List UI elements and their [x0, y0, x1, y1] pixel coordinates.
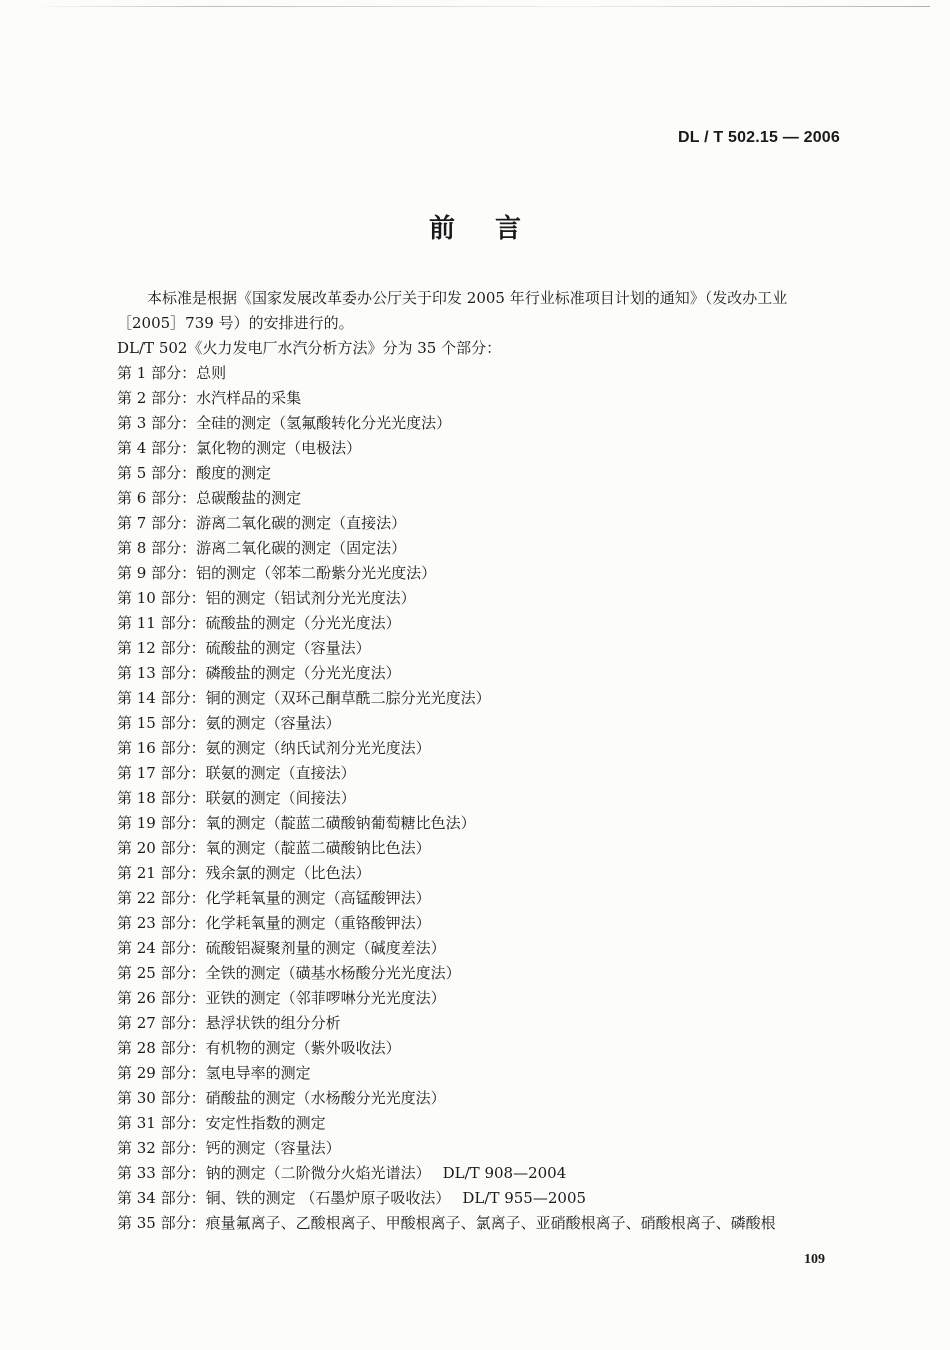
- list-item: [117, 536, 842, 561]
- part-label: 第 30 部分：: [117, 1089, 206, 1107]
- list-item: [117, 1136, 842, 1161]
- part-text: 联氨的测定（间接法）: [205, 789, 356, 807]
- part-text: 硝酸盐的测定（水杨酸分光光度法）: [205, 1089, 446, 1107]
- page-title: 前言: [428, 214, 561, 244]
- part-label: 第 24 部分：: [117, 939, 206, 957]
- part-label: 第 5 部分：: [117, 464, 197, 482]
- part-text: 有机物的测定（紫外吸收法）: [205, 1039, 401, 1057]
- part-text: 游离二氧化碳的测定（直接法）: [196, 514, 407, 532]
- list-item: [117, 811, 842, 836]
- part-text: 总则: [196, 364, 227, 382]
- part-reference: DL/T 955—2005: [462, 1189, 587, 1207]
- part-label: 第 17 部分：: [117, 764, 206, 782]
- list-item: [117, 736, 842, 761]
- list-item: [117, 611, 842, 636]
- body-text: [117, 286, 842, 1236]
- list-item: [117, 411, 842, 436]
- part-text: 痕量氟离子、乙酸根离子、甲酸根离子、氯离子、亚硝酸根离子、硝酸根离子、磷酸根: [205, 1214, 776, 1232]
- list-item: [117, 1086, 842, 1111]
- part-text: 水汽样品的采集: [196, 389, 302, 407]
- list-item: [117, 361, 842, 386]
- list-item: [117, 386, 842, 411]
- part-label: 第 10 部分：: [117, 589, 206, 607]
- standard-code: DL / T 502.15 — 2006: [677, 129, 840, 146]
- part-label: 第 23 部分：: [117, 914, 206, 932]
- list-item: [117, 1011, 842, 1036]
- part-label: 第 26 部分：: [117, 989, 206, 1007]
- part-label: 第 32 部分：: [117, 1139, 206, 1157]
- part-text: 钠的测定（二阶微分火焰光谱法）: [205, 1164, 431, 1182]
- list-item: [117, 486, 842, 511]
- part-text: 氧的测定（靛蓝二磺酸钠比色法）: [205, 839, 431, 857]
- part-label: 第 1 部分：: [117, 364, 197, 382]
- part-label: 第 11 部分：: [117, 614, 206, 632]
- part-text: 氢电导率的测定: [205, 1064, 311, 1082]
- part-label: 第 16 部分：: [117, 739, 206, 757]
- intro-paragraph: 本标准是根据《国家发展改革委办公厅关于印发 2005 年行业标准项目计划的通知》（发改办工业［2005］739 号）的安排进行的。: [117, 289, 788, 332]
- scan-edge-line: [30, 6, 930, 7]
- part-label: 第 14 部分：: [117, 689, 206, 707]
- part-text: 氧的测定（靛蓝二磺酸钠葡萄糖比色法）: [205, 814, 476, 832]
- part-label: 第 29 部分：: [117, 1064, 206, 1082]
- part-label: 第 27 部分：: [117, 1014, 206, 1032]
- part-label: 第 22 部分：: [117, 889, 206, 907]
- list-item: [117, 861, 842, 886]
- list-item: [117, 1161, 842, 1186]
- part-text: 硫酸盐的测定（容量法）: [205, 639, 371, 657]
- part-label: 第 33 部分：: [117, 1164, 206, 1182]
- list-item: [117, 786, 842, 811]
- series-statement: DL/T 502《火力发电厂水汽分析方法》分为 35 个部分：: [117, 339, 502, 357]
- part-text: 游离二氧化碳的测定（固定法）: [196, 539, 407, 557]
- list-item: [117, 961, 842, 986]
- part-label: 第 20 部分：: [117, 839, 206, 857]
- list-item: [117, 511, 842, 536]
- part-text: 总碳酸盐的测定: [196, 489, 302, 507]
- part-label: 第 4 部分：: [117, 439, 197, 457]
- part-text: 氨的测定（容量法）: [205, 714, 341, 732]
- part-text: 安定性指数的测定: [205, 1114, 326, 1132]
- part-text: 悬浮状铁的组分分析: [205, 1014, 341, 1032]
- list-item: [117, 1036, 842, 1061]
- list-item: [117, 936, 842, 961]
- list-item: [117, 686, 842, 711]
- list-item: [117, 886, 842, 911]
- part-label: 第 25 部分：: [117, 964, 206, 982]
- part-label: 第 9 部分：: [117, 564, 197, 582]
- part-text: 亚铁的测定（邻菲啰啉分光光度法）: [205, 989, 446, 1007]
- part-label: 第 15 部分：: [117, 714, 206, 732]
- list-item: [117, 636, 842, 661]
- list-item: [117, 1186, 842, 1211]
- parts-list: [117, 361, 842, 1236]
- part-text: 残余氯的测定（比色法）: [205, 864, 371, 882]
- list-item: [117, 836, 842, 861]
- part-text: 硫酸铝凝聚剂量的测定（碱度差法）: [205, 939, 446, 957]
- part-label: 第 18 部分：: [117, 789, 206, 807]
- part-text: 铝的测定（邻苯二酚紫分光光度法）: [196, 564, 437, 582]
- part-text: 磷酸盐的测定（分光光度法）: [205, 664, 401, 682]
- part-label: 第 3 部分：: [117, 414, 197, 432]
- list-item: [117, 761, 842, 786]
- part-text: 酸度的测定: [196, 464, 272, 482]
- list-item: [117, 661, 842, 686]
- part-text: 氯化物的测定（电极法）: [196, 439, 362, 457]
- list-item: [117, 436, 842, 461]
- part-label: 第 19 部分：: [117, 814, 206, 832]
- part-text: 钙的测定（容量法）: [205, 1139, 341, 1157]
- list-item: [117, 1211, 842, 1236]
- part-label: 第 2 部分：: [117, 389, 197, 407]
- part-label: 第 35 部分：: [117, 1214, 206, 1232]
- part-text: 全铁的测定（磺基水杨酸分光光度法）: [205, 964, 461, 982]
- list-item: [117, 986, 842, 1011]
- list-item: [117, 586, 842, 611]
- part-text: 氨的测定（纳氏试剂分光光度法）: [205, 739, 431, 757]
- part-reference: DL/T 908—2004: [442, 1164, 567, 1182]
- part-text: 铜的测定（双环己酮草酰二腙分光光度法）: [205, 689, 491, 707]
- list-item: [117, 711, 842, 736]
- page-number: 109: [804, 1252, 825, 1267]
- part-label: 第 31 部分：: [117, 1114, 206, 1132]
- list-item: [117, 461, 842, 486]
- part-label: 第 21 部分：: [117, 864, 206, 882]
- list-item: [117, 911, 842, 936]
- part-label: 第 7 部分：: [117, 514, 197, 532]
- part-text: 联氨的测定（直接法）: [205, 764, 356, 782]
- list-item: [117, 1061, 842, 1086]
- part-label: 第 28 部分：: [117, 1039, 206, 1057]
- part-text: 铝的测定（铝试剂分光光度法）: [205, 589, 416, 607]
- part-text: 化学耗氧量的测定（高锰酸钾法）: [205, 889, 431, 907]
- list-item: [117, 561, 842, 586]
- part-text: 化学耗氧量的测定（重铬酸钾法）: [205, 914, 431, 932]
- part-label: 第 13 部分：: [117, 664, 206, 682]
- part-label: 第 12 部分：: [117, 639, 206, 657]
- part-text: 全硅的测定（氢氟酸转化分光光度法）: [196, 414, 452, 432]
- list-item: [117, 1111, 842, 1136]
- part-label: 第 34 部分：: [117, 1189, 206, 1207]
- part-text: 铜、铁的测定 （石墨炉原子吸收法）: [205, 1189, 451, 1207]
- part-label: 第 8 部分：: [117, 539, 197, 557]
- part-text: 硫酸盐的测定（分光光度法）: [205, 614, 401, 632]
- part-label: 第 6 部分：: [117, 489, 197, 507]
